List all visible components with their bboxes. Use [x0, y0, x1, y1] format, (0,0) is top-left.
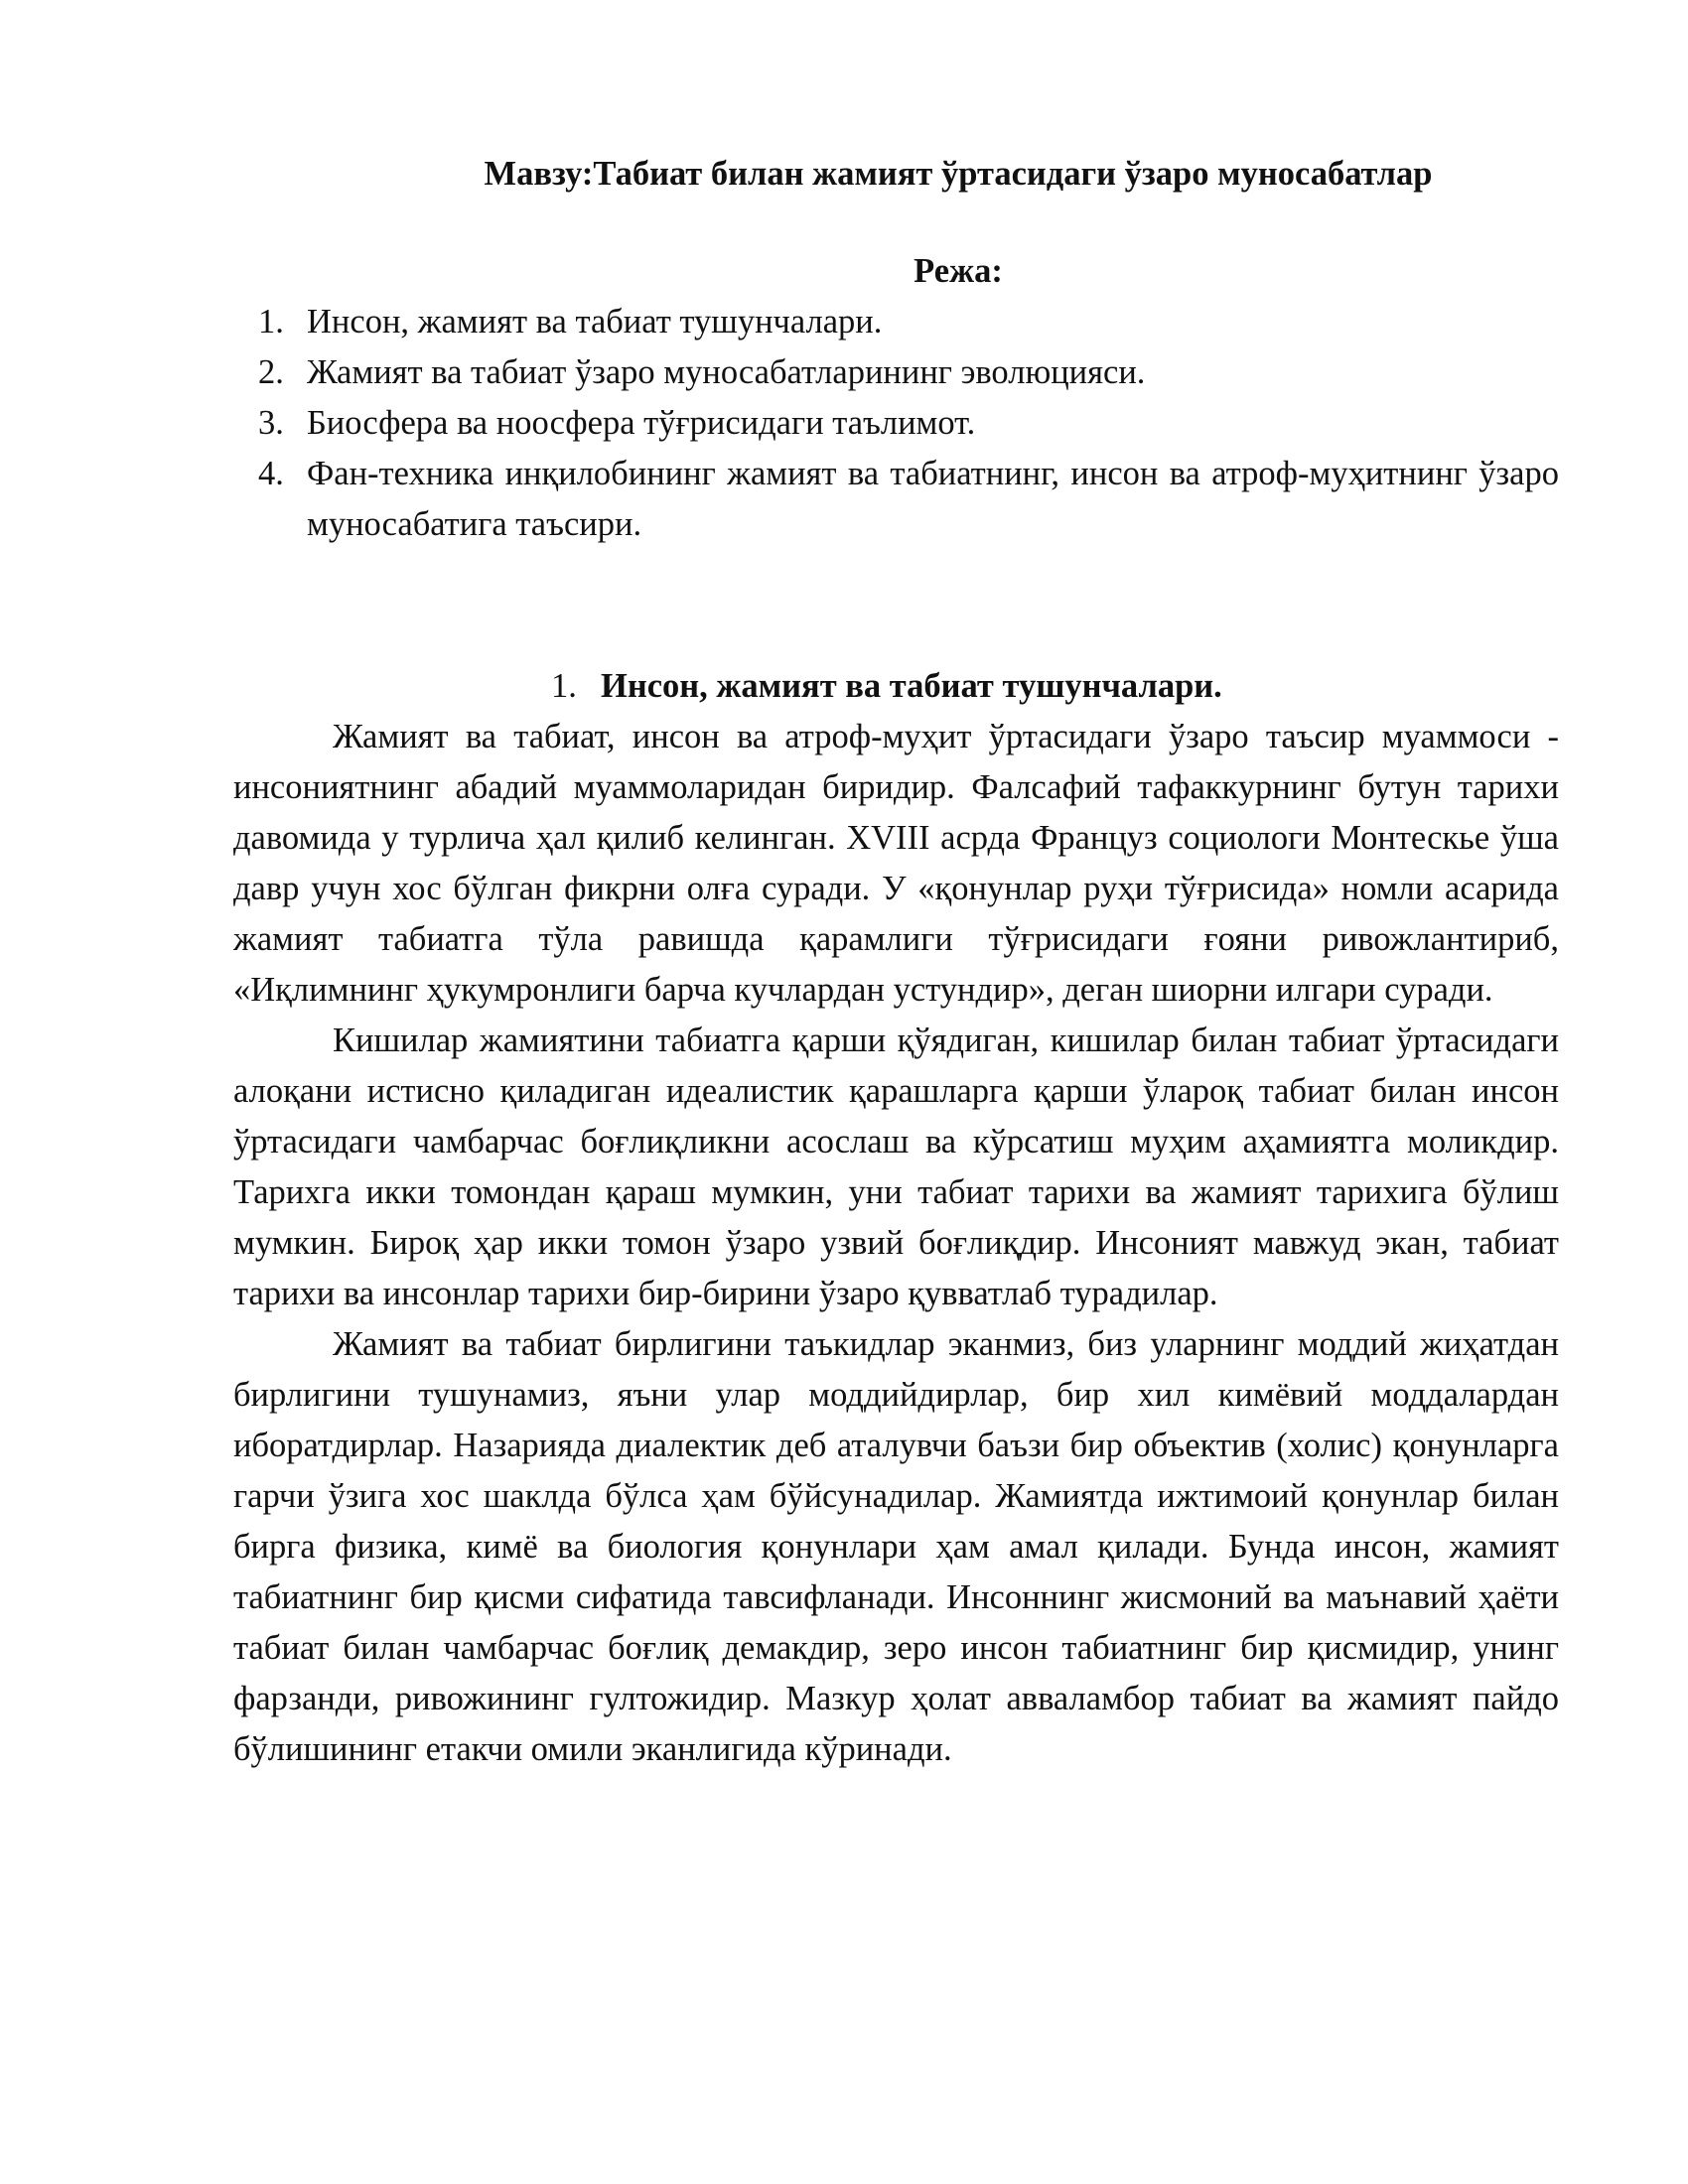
plan-item-text: Жамият ва табиат ўзаро муносабатларининг эволюцияси. — [307, 353, 1146, 391]
plan-item — [233, 297, 1559, 347]
plan-item-text: Инсон, жамият ва табиат тушунчалари. — [307, 303, 883, 341]
plan-list — [233, 297, 1559, 550]
document-body — [233, 149, 1559, 1775]
plan-item-number: 1. — [258, 303, 284, 341]
section-number: 1. — [551, 667, 577, 705]
document-title: Мавзу:Табиат билан жамият ўртасидаги ўзаро муносабатлар — [484, 155, 1433, 193]
paragraph-3: Жамият ва табиат бирлигини таъкидлар эканмиз, биз уларнинг моддий жиҳатдан бирлигини тушунамиз, яъни улар моддийдирлар, бир хил кимёвий моддалардан иборатдирлар. Назарияда диалектик деб аталувчи баъзи бир объектив (холис) қонунларга гарчи ўзига хос шаклда бўлса ҳам бўйсунадилар. Жамиятда ижтимоий қонунлар билан бирга физика, кимё ва биология қонунлари ҳам амал қилади. Бунда инсон, жамият табиатнинг бир қисми сифатида тавсифланади. Инсоннинг жисмоний ва маънавий ҳаёти табиат билан чамбарчас боғлиқ демакдир, зеро инсон табиатнинг бир қисмидир, унинг фарзанди, ривожининг гултожидир. Мазкур ҳолат авваламбор табиат ва жамият пайдо бўлишининг етакчи омили эканлигида кўринади. — [233, 1325, 1559, 1768]
section-title: Инсон, жамият ва табиат тушунчалари. — [601, 667, 1222, 705]
plan-item — [233, 449, 1559, 550]
plan-item-text: Биосфера ва ноосфера тўғрисидаги таълимот. — [307, 404, 976, 442]
paragraph-2: Кишилар жамиятини табиатга қарши қўядиган, кишилар билан табиат ўртасидаги алоқани истисно қиладиган идеалистик қарашларга қарши ўлароқ табиат билан инсон ўртасидаги чамбарчас боғлиқликни асослаш ва кўрсатиш муҳим аҳамиятга моликдир. Тарихга икки томондан қараш мумкин, уни табиат тарихи ва жамият тарихига бўлиш мумкин. Бироқ ҳар икки томон ўзаро узвий боғлиқдир. Инсоният мавжуд экан, табиат тарихи ва инсонлар тарихи бир-бирини ўзаро қувватлаб турадилар. — [233, 1022, 1559, 1312]
plan-item-number: 3. — [258, 404, 284, 442]
plan-item — [233, 347, 1559, 398]
paragraph-1: Жамият ва табиат, инсон ва атроф-муҳит ўртасидаги ўзаро таъсир муаммоси - инсониятнинг абадий муаммоларидан биридир. Фалсафий тафаккурнинг бутун тарихи давомида у турлича ҳал қилиб келинган. XVIII асрда Француз социологи Монтескье ўша давр учун хос бўлган фикрни олға суради. У «қонунлар руҳи тўғрисида» номли асарида жамият табиатга тўла равишда қарамлиги тўғрисидаги ғояни ривожлантириб, «Иқлимнинг ҳукумронлиги барча кучлардан устундир», деган шиорни илгари суради. — [233, 718, 1559, 1009]
plan-heading: Режа: — [914, 252, 1003, 290]
section-heading — [233, 661, 1559, 712]
plan-item-text: Фан-техника инқилобининг жамият ва табиатнинг, инсон ва атроф-муҳитнинг ўзаро муносабатига таъсири. — [307, 455, 1559, 543]
plan-item — [233, 398, 1559, 449]
plan-item-number: 2. — [258, 353, 284, 391]
plan-item-number: 4. — [258, 455, 284, 492]
